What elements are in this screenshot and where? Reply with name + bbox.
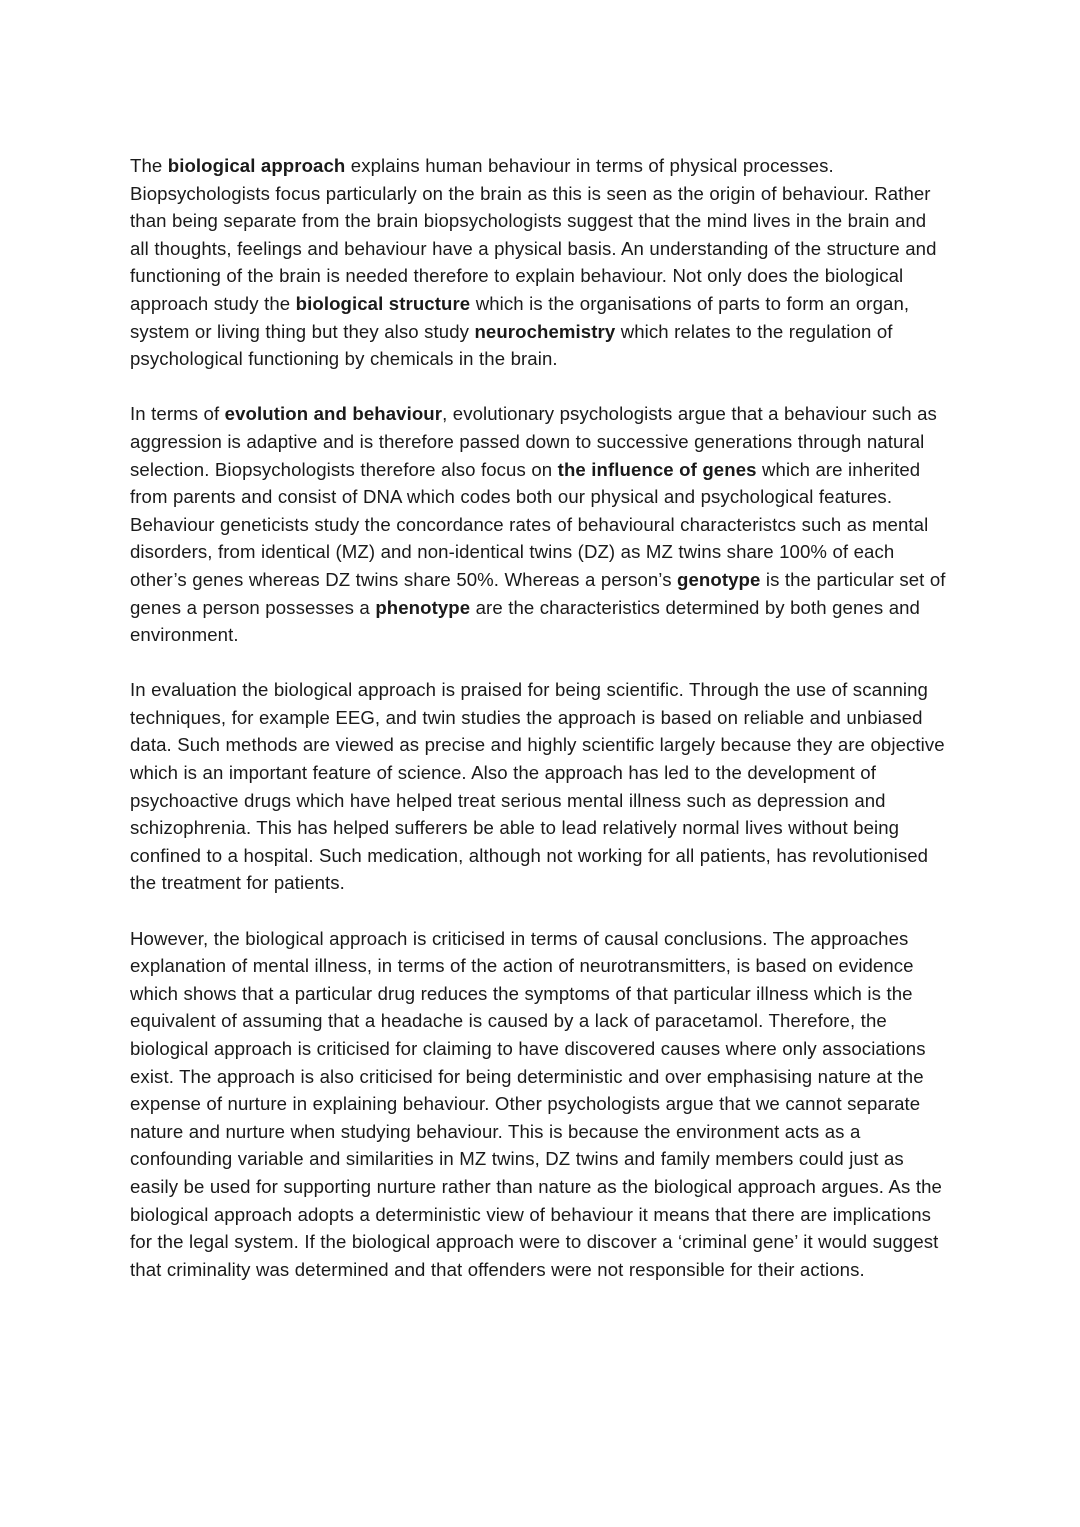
emphasised-term: neurochemistry	[474, 320, 616, 342]
paragraph	[130, 152, 948, 373]
emphasised-term: biological structure	[295, 292, 471, 314]
emphasised-term: genotype	[677, 568, 761, 590]
text-run: which relates to the regulation of psychological functioning by chemicals in the brain.	[130, 320, 893, 370]
text-run: is the particular set of genes a person possesses a	[130, 568, 946, 618]
paragraph	[130, 400, 948, 648]
text-run: However, the biological approach is criticised in terms of causal conclusions. The approaches explanation of mental illness, in terms of the action of neurotransmitters, is based on evidence which shows that a particular drug reduces the symptoms of that particular illness which is the equivalent of assuming that a headache is caused by a lack of paracetamol. Therefore, the biological approach is criticised for claiming to have discovered causes where only associations exist. The approach is also criticised for being deterministic and over emphasising nature at the expense of nurture in explaining behaviour. Other psychologists argue that we cannot separate nature and nurture when studying behaviour. This is because the environment acts as a confounding variable and similarities in MZ twins, DZ twins and family members could just as easily be used for supporting nurture rather than nature as the biological approach argues. As the biological approach adopts a deterministic view of behaviour it means that there are implications for the legal system. If the biological approach were to discover a ‘criminal gene’ it would suggest that criminality was determined and that offenders were not responsible for their actions.	[130, 927, 942, 1280]
text-run: explains human behaviour in terms of physical processes. Biopsychologists focus particularly on the brain as this is seen as the origin of behaviour. Rather than being separate from the brain biopsychologists suggest that the mind lives in the brain and all thoughts, feelings and behaviour have a physical basis. An understanding of the structure and functioning of the brain is needed therefore to explain behaviour. Not only does the biological approach study the	[130, 155, 937, 314]
document-text-body	[130, 152, 948, 1283]
text-run: In terms of	[130, 403, 225, 425]
text-run: are the characteristics determined by both genes and environment.	[130, 596, 920, 646]
emphasised-term: biological approach	[167, 155, 346, 176]
text-run: which is the organisations of parts to form an organ, system or living thing but they also study	[130, 292, 910, 342]
emphasised-term: phenotype	[375, 596, 471, 618]
text-run: which are inherited from parents and consist of DNA which codes both our physical and psychological features. Behaviour geneticists study the concordance rates of behavioural characteristcs such as mental disorders, from identical (MZ) and non-identical twins (DZ) as MZ twins share 100% of each other’s genes whereas DZ twins share 50%. Whereas a person’s	[130, 458, 929, 590]
text-run: , evolutionary psychologists argue that a behaviour such as aggression is adaptive and is therefore passed down to successive generations through natural selection. Biopsychologists therefore also focus on	[130, 403, 937, 480]
emphasised-term: the influence of genes	[557, 458, 757, 480]
text-run: The	[130, 155, 168, 176]
paragraph	[130, 925, 948, 1284]
emphasised-term: evolution and behaviour	[224, 403, 443, 425]
text-run: In evaluation the biological approach is praised for being scientific. Through the use of scanning techniques, for example EEG, and twin studies the approach is based on reliable and unbiased data. Such methods are viewed as precise and highly scientific largely because they are objective which is an important feature of science. Also the approach has led to the development of psychoactive drugs which have helped treat serious mental illness such as depression and schizophrenia. This has helped sufferers be able to lead relatively normal lives without being confined to a hospital. Such medication, although not working for all patients, has revolutionised the treatment for patients.	[130, 679, 945, 894]
paragraph	[130, 676, 948, 897]
